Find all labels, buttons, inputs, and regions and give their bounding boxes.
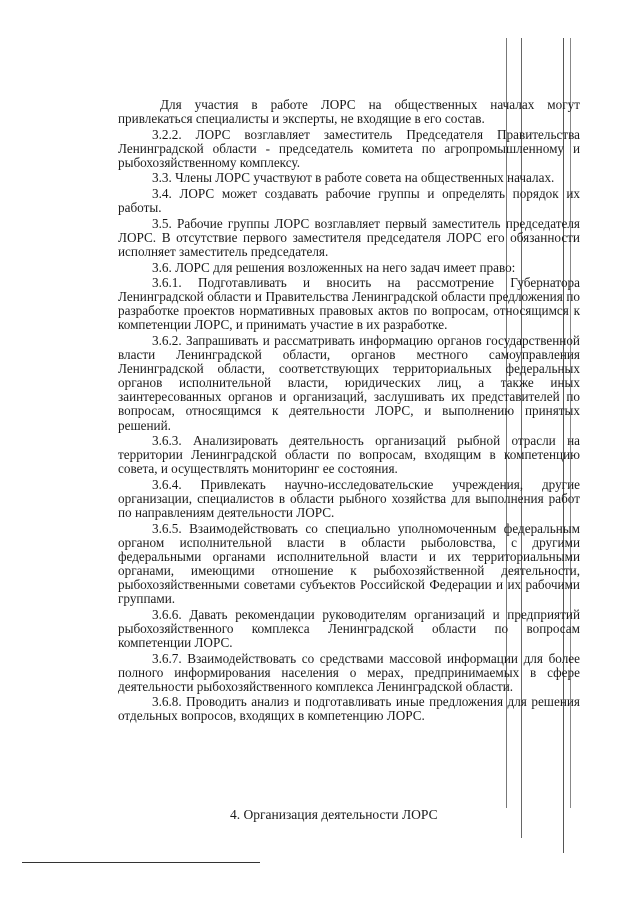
paragraph: 3.5. Рабочие группы ЛОРС возглавляет первый заместитель председателя ЛОРС. В отсутствие первого заместителя председателя ЛОРС его обязанности исполняет заместитель председателя. bbox=[118, 215, 580, 259]
document-body bbox=[118, 98, 580, 725]
paragraph: 3.4. ЛОРС может создавать рабочие группы и определять порядок их работы. bbox=[118, 186, 580, 216]
paragraph: 3.6.3. Анализировать деятельность организаций рыбной отрасли на территории Ленинградской области по вопросам, входящим в компетенцию совета, и осуществлять мониторинг ее состояния. bbox=[118, 433, 580, 477]
paragraph: 3.6.2. Запрашивать и рассматривать информацию органов государственной власти Ленинградской области, органов местного самоуправления Ленинградской области, соответствующих территориальных федеральных органов исполнительной власти, юридических лиц, а также иных заинтересованных органов и организаций, заслушивать их представителей по вопросам, относящимся к деятельности ЛОРС, и выполнению принятых решений. bbox=[118, 333, 580, 433]
paragraph: 3.6. ЛОРС для решения возложенных на него задач имеет право: bbox=[152, 259, 516, 275]
paragraph: 3.6.4. Привлекать научно-исследовательские учреждения, другие организации, специалистов в области рыбного хозяйства для выполнения работ по направлениям деятельности ЛОРС. bbox=[118, 476, 580, 521]
paragraph: 3.6.8. Проводить анализ и подготавливать иные предложения для решения отдельных вопросов, входящих в компетенцию ЛОРС. bbox=[118, 694, 580, 724]
paragraph: Для участия в работе ЛОРС на общественных началах могут привлекаться специалисты и эксперты, не входящие в его состав. bbox=[118, 97, 580, 127]
paragraph: 3.6.6. Давать рекомендации руководителям организаций и предприятий рыбохозяйственного комплекса Ленинградской области по вопросам компетенции ЛОРС. bbox=[118, 606, 580, 650]
paragraph: 3.6.5. Взаимодействовать со специально уполномоченным федеральным органом исполнительной власти в области рыболовства, с другими федеральными органами исполнительной власти и их территориальными органами, имеющими отношение к рыбохозяйственной деятельности, рыбохозяйственными советами субъектов Российской Федерации и их рабочими группами. bbox=[118, 520, 580, 607]
section-heading: 4. Организация деятельности ЛОРС bbox=[230, 807, 438, 822]
paragraph: 3.3. Члены ЛОРС участвуют в работе совета на общественных началах. bbox=[152, 170, 555, 186]
paragraph: 3.6.1. Подготавливать и вносить на рассмотрение Губернатора Ленинградской области и Правительства Ленинградской области предложения по разработке проектов нормативных правовых актов по вопросам, относящимся к компетенции ЛОРС, и принимать участие в их разработке. bbox=[118, 275, 580, 333]
paragraph: 3.6.7. Взаимодействовать со средствами массовой информации для более полного информирования населения о мерах, предпринимаемых в сфере деятельности рыбохозяйственного комплекса Ленинградской области. bbox=[118, 650, 580, 694]
paragraph: 3.2.2. ЛОРС возглавляет заместитель Председателя Правительства Ленинградской области - председатель комитета по агропромышленному и рыбохозяйственному комплексу. bbox=[118, 126, 580, 170]
footnote-separator bbox=[22, 862, 260, 863]
